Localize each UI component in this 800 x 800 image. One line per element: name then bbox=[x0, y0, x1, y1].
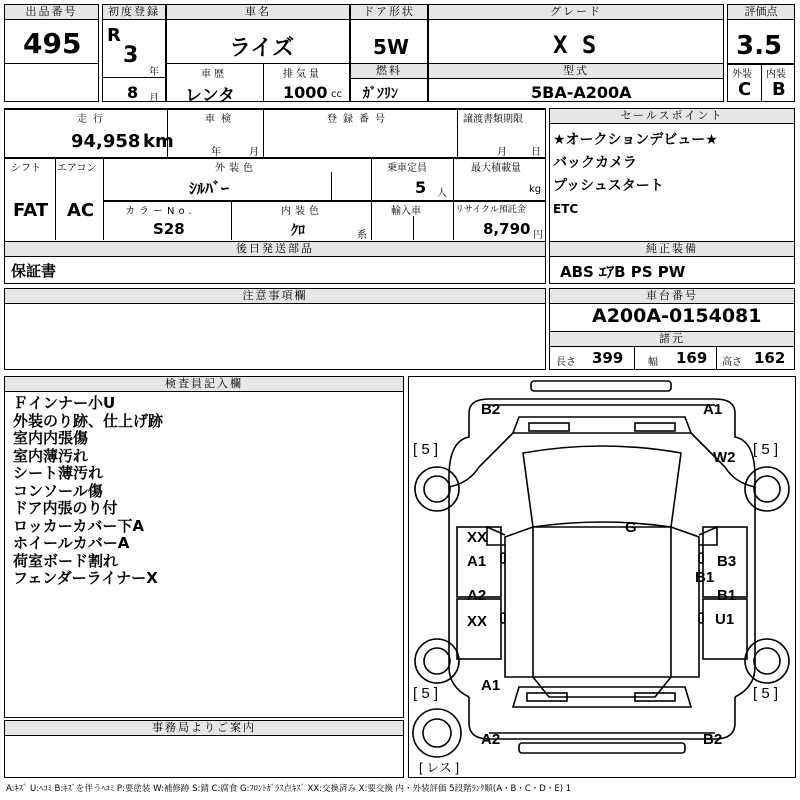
mark-right-u1: U1 bbox=[715, 611, 735, 628]
car-name-header: 車名 bbox=[167, 5, 349, 20]
capacity-unit: 人 bbox=[437, 188, 447, 199]
mark-right-front-wheel: W2 bbox=[713, 449, 736, 466]
history: レンタ bbox=[185, 86, 235, 106]
note-item: 室内薄汚れ bbox=[13, 446, 89, 465]
tire-depth-front-right: [ 5 ] bbox=[753, 441, 779, 458]
inspection-year-unit: 年 bbox=[211, 147, 221, 158]
shift: FAT bbox=[13, 200, 49, 221]
office-notice-box bbox=[4, 720, 404, 778]
capacity-header: 乗車定員 bbox=[387, 163, 427, 174]
mileage-box bbox=[4, 108, 546, 158]
sales-point-item: ★オークションデビュー★ bbox=[553, 132, 718, 148]
note-item: 外装のり跡、仕上げ跡 bbox=[13, 411, 164, 430]
note-item: Ｆインナー小U bbox=[13, 394, 116, 412]
sales-points-header: セールスポイント bbox=[550, 109, 794, 124]
spec-box bbox=[4, 158, 546, 242]
exterior-grade: C bbox=[738, 79, 752, 100]
tire-depth-rear-right: [ 5 ] bbox=[753, 685, 779, 702]
mark-rear-left: A2 bbox=[481, 731, 501, 748]
first-reg-box bbox=[102, 4, 166, 102]
color-no: S28 bbox=[153, 220, 185, 238]
exterior-header: 外装 bbox=[732, 69, 752, 80]
fuel-header: 燃料 bbox=[351, 63, 427, 79]
reg-year-unit: 年 bbox=[149, 67, 159, 78]
mark-left-xx2: XX bbox=[467, 613, 488, 630]
displacement-header: 排気量 bbox=[283, 69, 322, 80]
later-parts: 保証書 bbox=[11, 262, 57, 280]
tire-depth-front-left: [ 5 ] bbox=[413, 441, 439, 458]
recycle-fee: 8,790 bbox=[483, 220, 531, 238]
era: R bbox=[107, 25, 121, 46]
car-name: ライズ bbox=[229, 36, 295, 61]
sales-points-list bbox=[553, 129, 718, 221]
mark-left-a1: A1 bbox=[467, 553, 487, 570]
office-notice-header: 事務局よりご案内 bbox=[5, 721, 403, 736]
aircon: AC bbox=[67, 200, 95, 221]
mark-left-xx1: XX bbox=[467, 529, 488, 546]
inspector-notes-list bbox=[13, 395, 163, 588]
width-label: 幅 bbox=[648, 357, 658, 368]
registration-header: 登録番号 bbox=[327, 114, 391, 125]
notes-box bbox=[4, 288, 546, 370]
sales-point-item: バックカメラ bbox=[553, 155, 637, 171]
tire-depth-rear-left: [ 5 ] bbox=[413, 685, 439, 702]
car-outline bbox=[409, 377, 795, 777]
height: 162 bbox=[754, 349, 786, 367]
inspector-notes-header: 検査員記入欄 bbox=[5, 377, 403, 392]
mileage: 94,958 bbox=[71, 131, 141, 152]
chassis-box bbox=[549, 288, 795, 370]
later-parts-header: 後日発送部品 bbox=[5, 242, 545, 257]
sales-points-box bbox=[549, 108, 795, 284]
chassis-number: A200A-0154081 bbox=[592, 305, 762, 327]
int-color: ｸﾛ bbox=[291, 223, 305, 239]
grade-header: グレード bbox=[429, 5, 723, 20]
door-type: 5W bbox=[373, 35, 409, 59]
displacement: 1000 bbox=[283, 83, 328, 102]
damage-diagram bbox=[408, 376, 796, 778]
width: 169 bbox=[676, 349, 708, 367]
ext-color: ｼﾙﾊﾞｰ bbox=[189, 179, 230, 198]
note-item: 室内内張傷 bbox=[13, 429, 89, 447]
lot-number-box bbox=[4, 4, 99, 102]
mark-right-b3: B3 bbox=[717, 553, 737, 570]
score-header: 評価点 bbox=[728, 5, 794, 20]
genuine-equipment: ABS ｴｱB PS PW bbox=[560, 263, 686, 281]
transfer-header: 譲渡書類期限 bbox=[463, 114, 523, 125]
lot-number-header: 出品番号 bbox=[5, 5, 98, 20]
interior-header: 内装 bbox=[766, 69, 786, 80]
door-box bbox=[350, 4, 428, 102]
reg-year: 3 bbox=[123, 43, 139, 68]
capacity: 5 bbox=[415, 178, 427, 197]
note-item: 荷室ボード割れ bbox=[13, 551, 119, 570]
note-item: コンソール傷 bbox=[13, 481, 103, 500]
car-name-box bbox=[166, 4, 350, 106]
mileage-unit: km bbox=[143, 131, 174, 152]
mark-right-b1a: B1 bbox=[695, 569, 715, 586]
mark-rear-a1: A1 bbox=[481, 677, 501, 694]
legend: A:ｷｽﾞ U:ﾍｺﾐ B:ｷｽﾞを伴うﾍｺﾐ P:要塗装 W:補修跡 S:錆 C:腐食 G:ﾌﾛﾝﾄｶﾞﾗｽ点ｷｽﾞ XX:交換済み X:要交換 内・外装評価 5段階ﾗﾝｸ順(A・B・C・D・E) 1 bbox=[6, 784, 572, 794]
ext-color-header: 外装色 bbox=[215, 163, 257, 174]
lot-number: 495 bbox=[23, 27, 82, 60]
grade-box bbox=[428, 4, 724, 102]
sales-point-item: プッシュスタート bbox=[553, 178, 664, 194]
note-item: フェンダーライナーX bbox=[13, 569, 158, 587]
transfer-month-unit: 月 bbox=[497, 147, 507, 158]
recycle-unit: 円 bbox=[533, 230, 543, 241]
note-item: ホイールカバーA bbox=[13, 534, 130, 552]
chassis-header: 車台番号 bbox=[550, 289, 794, 304]
grade: X S bbox=[553, 31, 597, 59]
recycle-header: リサイクル預託金 bbox=[455, 205, 526, 215]
model-code-header: 型式 bbox=[429, 63, 723, 79]
specs-header: 諸元 bbox=[550, 331, 794, 347]
displacement-unit: cc bbox=[331, 89, 342, 100]
inspector-notes-box bbox=[4, 376, 404, 718]
model-code: 5BA-A200A bbox=[531, 83, 632, 102]
later-parts-box bbox=[4, 242, 546, 284]
shift-header: シフト bbox=[11, 163, 41, 174]
length: 399 bbox=[592, 349, 624, 367]
transfer-day-unit: 日 bbox=[531, 147, 541, 158]
note-item: シート薄汚れ bbox=[13, 464, 104, 482]
history-header: 車歴 bbox=[201, 69, 227, 80]
color-no-header: カラーNo. bbox=[125, 206, 196, 217]
mark-rear-right: B2 bbox=[703, 731, 723, 748]
inspection-header: 車検 bbox=[205, 114, 237, 125]
int-color-header: 内装色 bbox=[281, 206, 323, 217]
sales-point-item: ETC bbox=[553, 202, 579, 216]
fuel: ｶﾞｿﾘﾝ bbox=[363, 86, 398, 102]
score: 3.5 bbox=[736, 31, 783, 61]
mark-front-left: B2 bbox=[481, 401, 501, 418]
score-box bbox=[727, 4, 795, 102]
aircon-header: エアコン bbox=[57, 163, 97, 174]
spare-tire-status: [ レス ] bbox=[419, 760, 460, 775]
max-load-unit: kg bbox=[529, 184, 542, 195]
interior-grade: B bbox=[772, 79, 786, 100]
door-header: ドア形状 bbox=[351, 5, 427, 20]
import-header: 輸入車 bbox=[391, 206, 421, 217]
max-load-header: 最大積載量 bbox=[471, 163, 521, 174]
mark-right-b1b: B1 bbox=[717, 587, 737, 604]
notes-header: 注意事項欄 bbox=[5, 289, 545, 304]
note-item: ロッカーカバー下A bbox=[13, 516, 145, 535]
mark-windshield: G bbox=[625, 519, 637, 536]
mark-left-a2: A2 bbox=[467, 587, 487, 604]
reg-month-unit: 月 bbox=[149, 93, 159, 104]
genuine-equipment-header: 純正装備 bbox=[550, 241, 794, 257]
height-label: 高さ bbox=[722, 357, 742, 368]
history-displacement-header-bg bbox=[167, 63, 349, 64]
mileage-header: 走行 bbox=[77, 114, 109, 125]
first-reg-header: 初度登録 bbox=[103, 5, 165, 20]
int-color-unit: 系 bbox=[357, 230, 367, 241]
note-item: ドア内張のり付 bbox=[13, 499, 118, 517]
reg-month: 8 bbox=[127, 83, 139, 102]
length-label: 長さ bbox=[556, 357, 576, 368]
inspection-month-unit: 月 bbox=[249, 147, 259, 158]
mark-front-right: A1 bbox=[703, 401, 723, 418]
